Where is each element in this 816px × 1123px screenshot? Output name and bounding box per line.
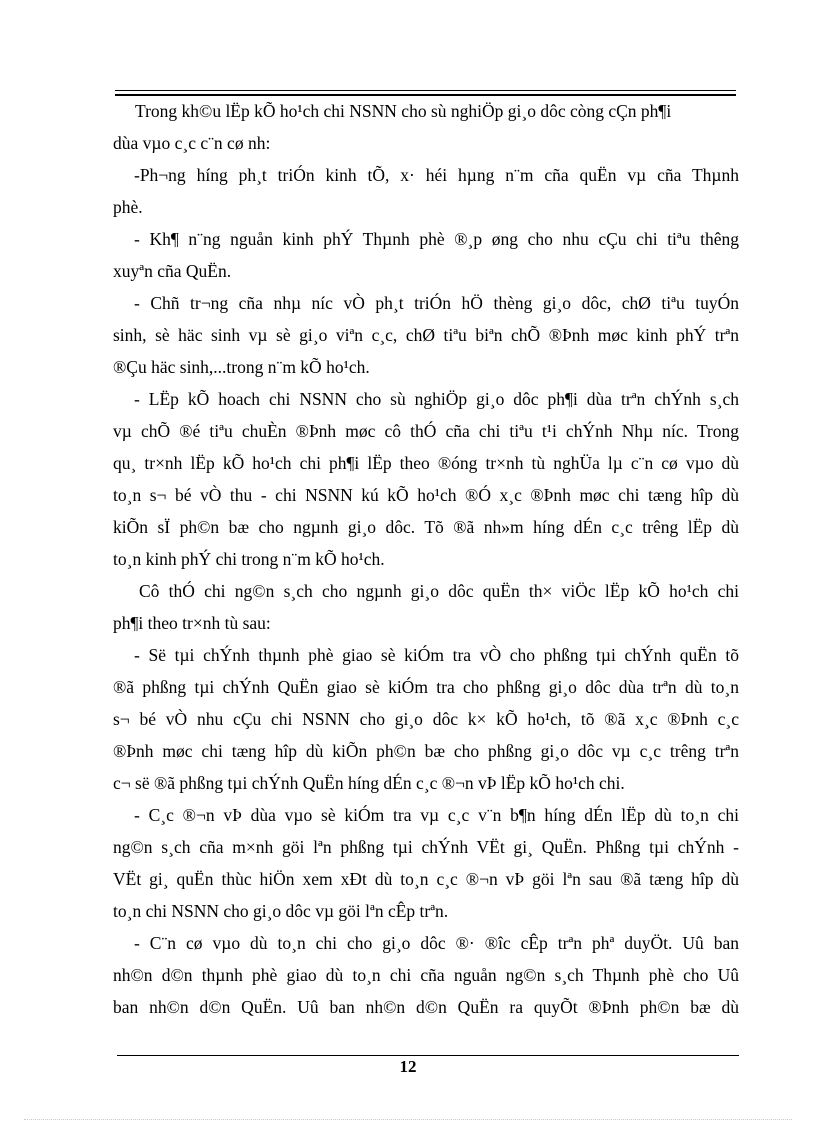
text-line: dùa vµo c¸c c¨n cø nh: bbox=[113, 133, 271, 153]
text-line: Cô thÓ chi ng©n s¸ch cho ngµnh gi¸o dôc quËn th× viÖc lËp kÕ ho¹ch chi bbox=[139, 581, 739, 601]
text-line: ®Þnh møc chi tæng hîp dù kiÕn ph©n bæ cho phßng gi¸o dôc vµ c¸c trêng trªn bbox=[113, 741, 739, 761]
text-line: to¸n s¬ bé vÒ thu - chi NSNN kú kÕ ho¹ch ®Ó x¸c ®Þnh møc chi tæng hîp dù bbox=[113, 485, 739, 505]
text-line: VËt gi¸ quËn thùc hiÖn xem xÐt dù to¸n c¸c ®¬n vÞ göi lªn sau ®ã tæng hîp dù bbox=[113, 869, 739, 889]
text-line: - C¸c ®¬n vÞ dùa vµo sè kiÓm tra vµ c¸c v¨n b¶n híng dÉn lËp dù to¸n chi bbox=[134, 805, 739, 825]
text-line: qu¸ tr×nh lËp kÕ ho¹ch chi ph¶i lËp theo ®óng tr×nh tù nghÜa lµ c¨n cø vµo dù bbox=[113, 453, 739, 473]
text-line: Trong kh©u lËp kÕ ho¹ch chi NSNN cho sù nghiÖp gi¸o dôc còng cÇn ph¶i bbox=[135, 101, 672, 121]
text-line: to¸n chi NSNN cho gi¸o dôc vµ göi lªn cÊp trªn. bbox=[113, 901, 449, 921]
text-line: - Së tµi chÝnh thµnh phè giao sè kiÓm tra vÒ cho phßng tµi chÝnh quËn tõ bbox=[134, 645, 739, 665]
text-line: ng©n s¸ch cña m×nh göi lªn phßng tµi chÝnh VËt gi¸ QuËn. Phßng tµi chÝnh - bbox=[113, 837, 739, 857]
text-line: sinh, sè häc sinh vµ sè gi¸o viªn c¸c, chØ tiªu biªn chÕ ®Þnh møc kinh phÝ trªn bbox=[113, 325, 739, 345]
text-line: ®Çu häc sinh,...trong n¨m kÕ ho¹ch. bbox=[113, 357, 370, 377]
text-line: vµ chÕ ®é tiªu chuÈn ®Þnh møc cô thÓ cña chi tiªu t¹i chÝnh Nhµ níc. Trong bbox=[113, 421, 739, 441]
text-line: - C¨n cø vµo dù to¸n chi cho gi¸o dôc ®· ®îc cÊp trªn phª duyÖt. Uû ban bbox=[134, 933, 739, 953]
text-line: - Kh¶ n¨ng nguån kinh phÝ Thµnh phè ®¸p øng cho nhu cÇu chi tiªu thêng bbox=[134, 229, 739, 249]
text-line: kiÕn sÏ ph©n bæ cho ngµnh gi¸o dôc. Tõ ®ã nh»m híng dÉn c¸c trêng lËp dù bbox=[113, 517, 739, 537]
text-line: ®ã phßng tµi chÝnh QuËn giao sè kiÓm tra cho phßng gi¸o dôc dùa trªn dù to¸n bbox=[113, 677, 739, 697]
header-rule-thin bbox=[115, 90, 736, 91]
text-line: xuyªn cña QuËn. bbox=[113, 261, 232, 281]
text-line: -Ph¬ng híng ph¸t triÓn kinh tÕ, x· héi hµng n¨m cña quËn vµ cña Thµnh bbox=[134, 165, 739, 185]
text-line: phè. bbox=[113, 197, 143, 217]
text-line: ph¶i theo tr×nh tù sau: bbox=[113, 613, 271, 633]
text-line: ban nh©n d©n QuËn. Uû ban nh©n d©n QuËn ra quyÕt ®Þnh ph©n bæ dù bbox=[113, 997, 739, 1017]
text-line: s¬ bé vÒ nhu cÇu chi NSNN cho gi¸o dôc k× kÕ ho¹ch, tõ ®ã x¸c ®Þnh c¸c bbox=[113, 709, 739, 729]
page-number: 12 bbox=[399, 1057, 417, 1076]
text-line: to¸n kinh phÝ chi trong n¨m kÕ ho¹ch. bbox=[113, 549, 385, 569]
text-line: - Chñ tr¬ng cña nhµ níc vÒ ph¸t triÓn hÖ thèng gi¸o dôc, chØ tiªu tuyÓn bbox=[134, 293, 739, 313]
text-line: - LËp kÕ hoach chi NSNN cho sù nghiÖp gi¸o dôc ph¶i dùa trªn chÝnh s¸ch bbox=[134, 389, 739, 409]
page-boundary bbox=[24, 1119, 792, 1120]
text-line: c¬ së ®ã phßng tµi chÝnh QuËn híng dÉn c¸c ®¬n vÞ lËp kÕ ho¹ch chi. bbox=[113, 773, 625, 793]
footer-rule bbox=[117, 1055, 739, 1056]
text-line: nh©n d©n thµnh phè giao dù to¸n chi cña nguån ng©n s¸ch Thµnh phè cho Uû bbox=[113, 965, 739, 985]
